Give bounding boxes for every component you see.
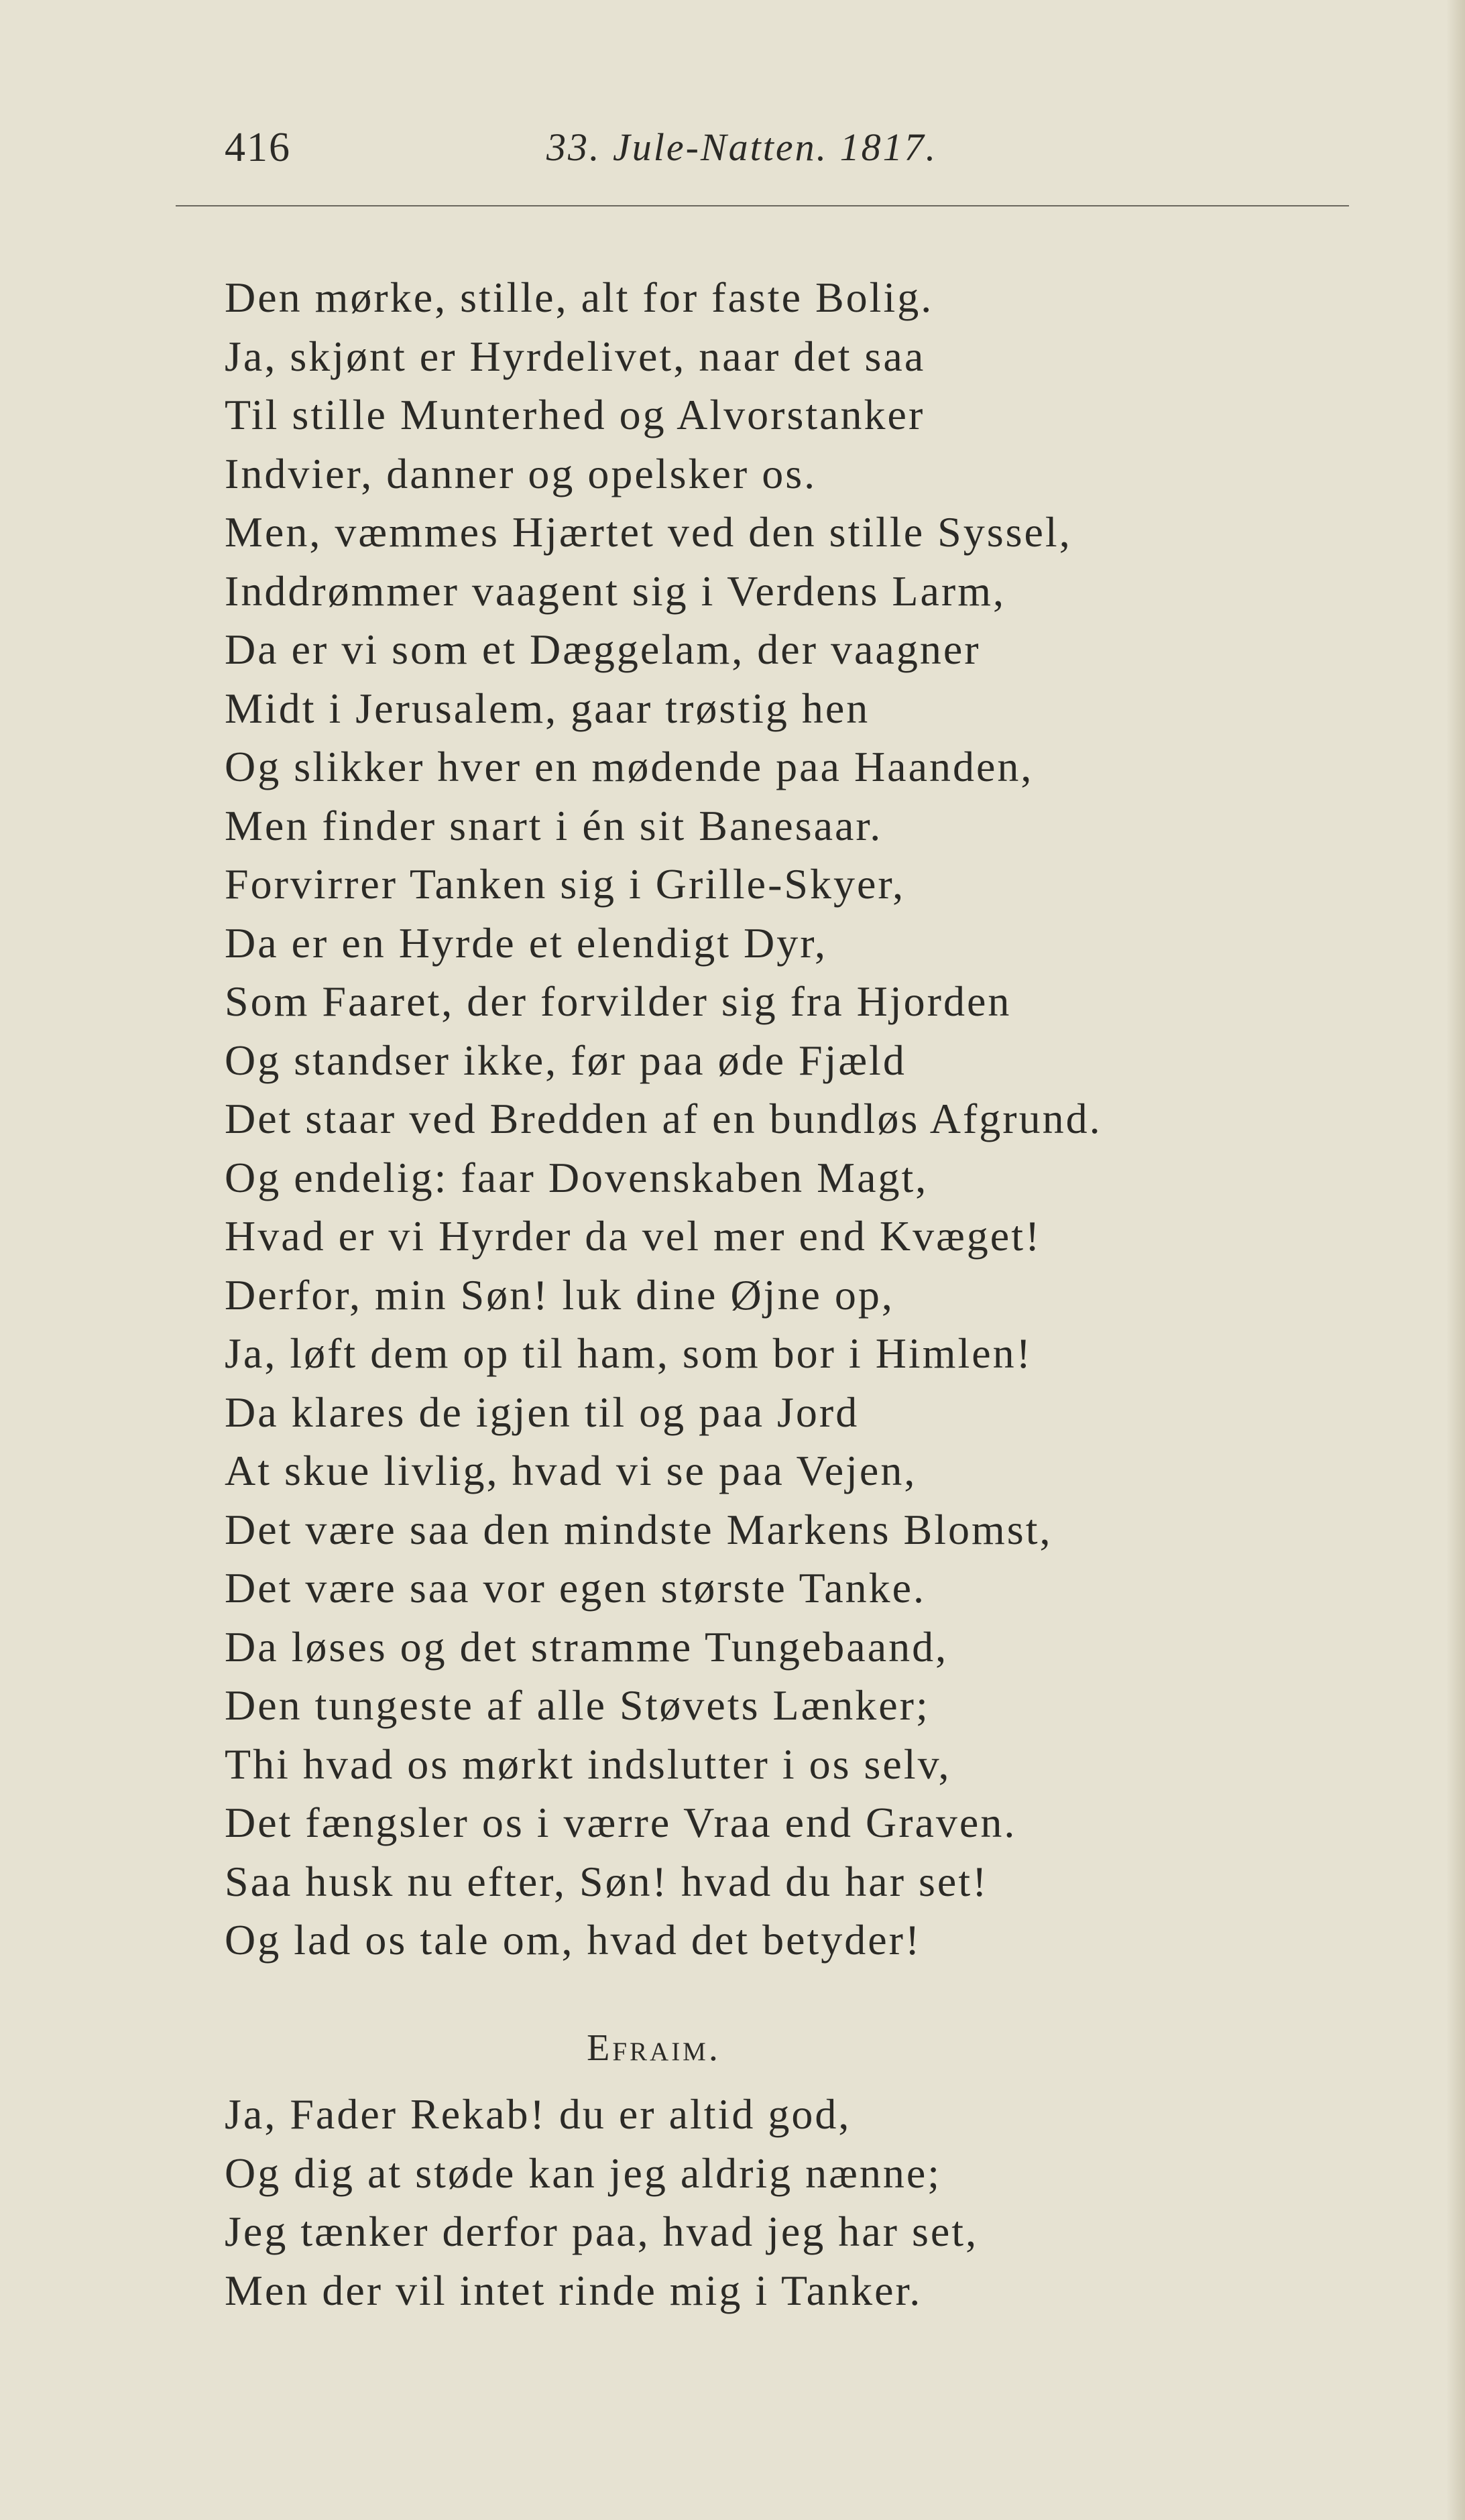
running-title: 33. Jule-Natten. 1817. (546, 125, 938, 169)
poem-line: Det være saa vor egen største Tanke. (225, 1564, 927, 1612)
poem-line: Midt i Jerusalem, gaar trøstig hen (225, 684, 870, 732)
poem-line: Men, væmmes Hjærtet ved den stille Syssel, (225, 508, 1072, 556)
header-rule (176, 205, 1349, 206)
running-header (225, 121, 1271, 181)
speaker-text (225, 2085, 1364, 2320)
poem-line: Da er en Hyrde et elendigt Dyr, (225, 918, 827, 967)
page-number: 416 (225, 125, 291, 170)
poem-line: Saa husk nu efter, Søn! hvad du har set! (225, 1857, 989, 1905)
poem-line: Og endelig: faar Dovenskaben Magt, (225, 1153, 929, 1201)
poem-line: Hvad er vi Hyrder da vel mer end Kvæget! (225, 1212, 1042, 1260)
poem-line: Det fængsler os i værre Vraa end Graven. (225, 1799, 1017, 1846)
poem-text (225, 268, 1364, 1970)
speaker-line: Og dig at støde kan jeg aldrig nænne; (225, 2149, 942, 2197)
speaker-name: Efraim. (587, 2027, 721, 2069)
poem-line: Ja, skjønt er Hyrdelivet, naar det saa (225, 332, 926, 380)
speaker-line: Men der vil intet rinde mig i Tanker. (225, 2266, 923, 2314)
poem-line: Derfor, min Søn! luk dine Øjne op, (225, 1270, 894, 1319)
speaker-line: Ja, Fader Rekab! du er altid god, (225, 2090, 852, 2138)
poem-line: Forvirrer Tanken sig i Grille-Skyer, (225, 860, 906, 908)
poem-line: Da er vi som et Dæggelam, der vaagner (225, 625, 981, 673)
poem-line: Ja, løft dem op til ham, som bor i Himlen! (225, 1329, 1033, 1377)
poem-line: Den tungeste af alle Støvets Lænker; (225, 1681, 930, 1729)
page-edge (1446, 0, 1465, 2520)
poem-line: Og standser ikke, før paa øde Fjæld (225, 1036, 906, 1084)
poem-line: Den mørke, stille, alt for faste Bolig. (225, 274, 934, 321)
poem-line: Til stille Munterhed og Alvorstanker (225, 391, 925, 438)
speaker-line: Jeg tænker derfor paa, hvad jeg har set, (225, 2208, 979, 2255)
poem-line: Da løses og det stramme Tungebaand, (225, 1622, 949, 1671)
poem-line: Thi hvad os mørkt indslutter i os selv, (225, 1740, 951, 1788)
poem-line: Det staar ved Bredden af en bundløs Afgrund. (225, 1095, 1102, 1142)
poem-line: Som Faaret, der forvilder sig fra Hjorden (225, 977, 1012, 1025)
poem-line: Og lad os tale om, hvad det betyder! (225, 1916, 922, 1964)
poem-line: Inddrømmer vaagent sig i Verdens Larm, (225, 566, 1006, 615)
poem-line: Og slikker hver en mødende paa Haanden, (225, 743, 1034, 790)
poem-line: Men finder snart i én sit Banesaar. (225, 801, 883, 849)
poem-line: Indvier, danner og opelsker os. (225, 449, 817, 497)
poem-line: Det være saa den mindste Markens Blomst, (225, 1505, 1053, 1553)
poem-line: Da klares de igjen til og paa Jord (225, 1388, 860, 1436)
poem-line: At skue livlig, hvad vi se paa Vejen, (225, 1447, 917, 1494)
